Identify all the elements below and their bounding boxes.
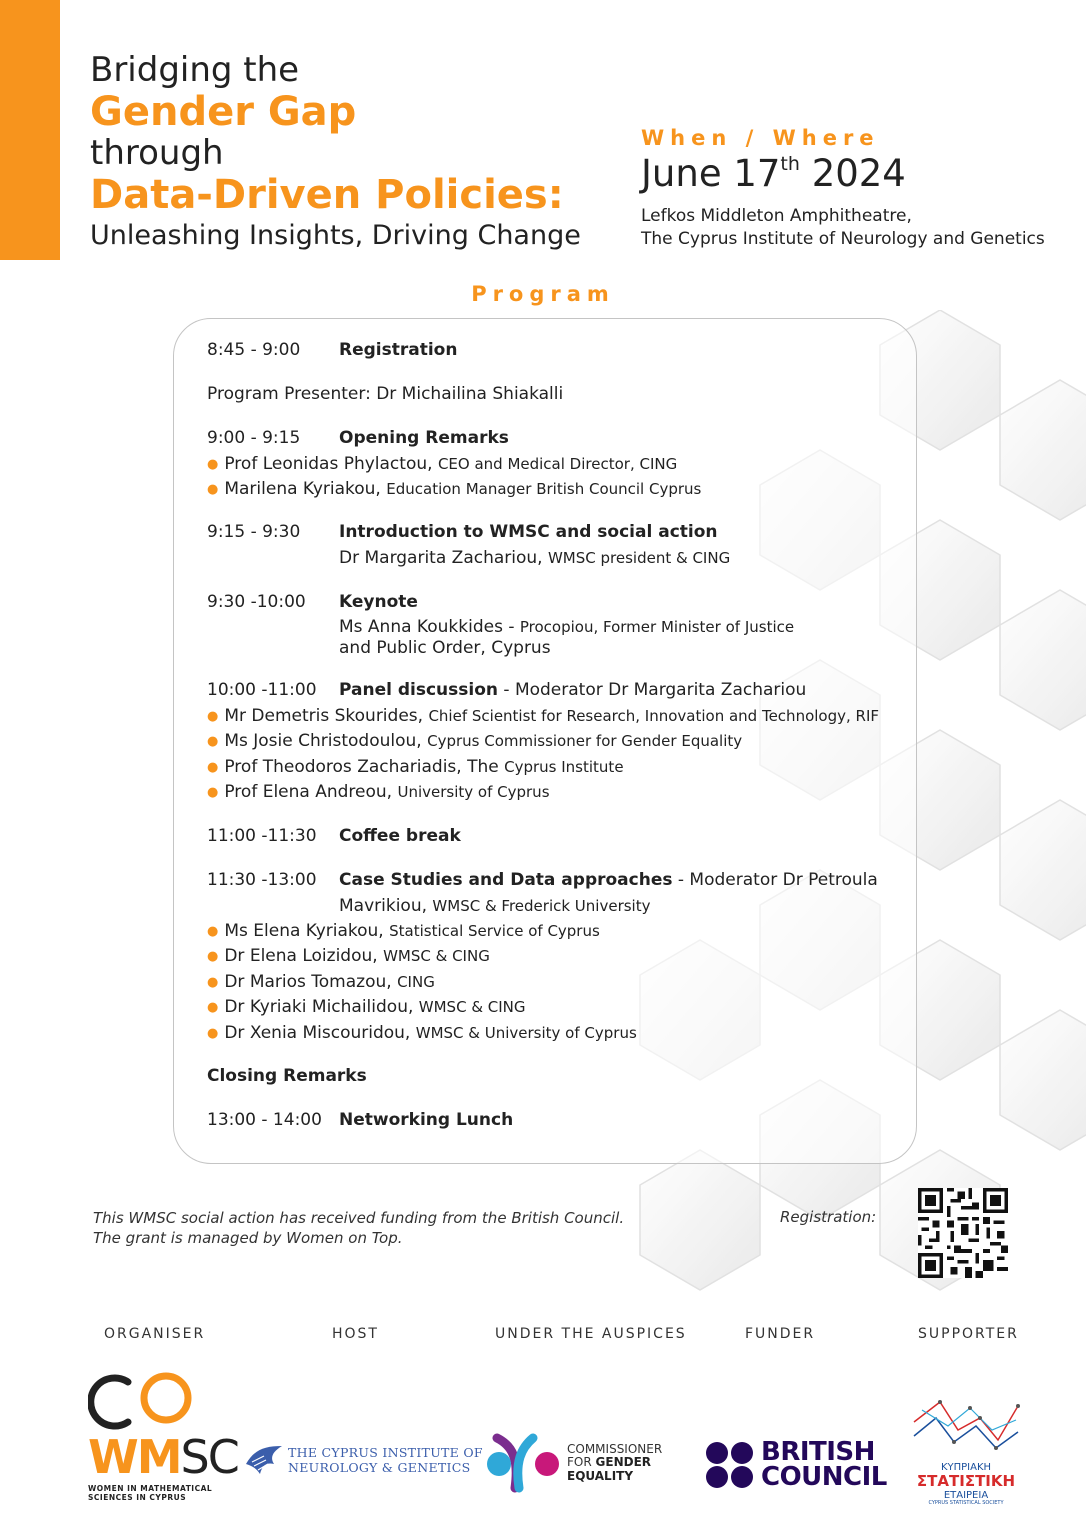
speaker-name: Marilena Kyriakou, (224, 479, 381, 499)
comm-equality: EQUALITY (567, 1468, 634, 1483)
bullet-icon: ● (207, 975, 219, 990)
comm-gender: GENDER (595, 1455, 652, 1470)
list-item (207, 921, 600, 941)
event-title (90, 50, 581, 252)
speaker-name: Dr Xenia Miscouridou, (224, 1023, 411, 1043)
stat-line-4: CYPRUS STATISTICAL SOCIETY (928, 1499, 1004, 1506)
speaker-role: WMSC & University of Cyprus (415, 1024, 637, 1042)
bc-line-1: BRITISH (761, 1437, 875, 1467)
comm-line-1: COMMISSIONER (567, 1442, 663, 1457)
wmsc-tagline-2: SCIENCES IN CYPRUS (88, 1493, 187, 1503)
item-time: 8:45 - 9:00 (207, 340, 301, 360)
item-time: 11:00 -11:30 (207, 826, 317, 846)
item-time: 9:30 -10:00 (207, 592, 306, 612)
speaker-name: Ms Josie Christodoulou, (224, 731, 422, 751)
title-line-3: through (90, 132, 224, 173)
comm-for: FOR (567, 1455, 592, 1470)
speaker-role: Statistical Service of Cyprus (389, 922, 600, 940)
venue-line-1: Lefkos Middleton Amphitheatre, (641, 205, 912, 226)
program-item-opening (207, 428, 509, 448)
venue-line-2: The Cyprus Institute of Neurology and Genetics (641, 228, 1045, 249)
speaker-name: Dr Margarita Zachariou, (339, 548, 543, 568)
wmsc-logo (88, 1370, 238, 1503)
speaker-name: Prof Leonidas Phylactou, (224, 454, 433, 474)
list-item (207, 757, 624, 777)
title-line-4-text: Data-Driven Policies (90, 171, 548, 218)
date-suffix: th (780, 153, 800, 175)
program-item-keynote (207, 592, 418, 612)
speaker-role: Cyprus Institute (504, 758, 624, 776)
list-item (207, 997, 526, 1017)
funding-note (93, 1208, 624, 1249)
cing-line-1: THE CYPRUS INSTITUTE OF (288, 1445, 483, 1460)
bullet-icon: ● (207, 760, 219, 775)
stat-line-1: ΚΥΠΡΙΑΚΗ (940, 1462, 992, 1473)
british-council-logo (705, 1437, 887, 1492)
item-title: Registration (339, 340, 458, 360)
gender-equality-symbol-icon (485, 1432, 561, 1494)
wmsc-wm: WM (88, 1430, 181, 1484)
program-presenter: Program Presenter: Dr Michailina Shiakalli (207, 384, 564, 404)
british-council-dots-icon (705, 1441, 755, 1489)
item-time: 13:00 - 14:00 (207, 1110, 322, 1130)
funding-line-2: The grant is managed by Women on Top. (93, 1229, 403, 1248)
speaker-role: CEO and Medical Director, CING (437, 455, 678, 473)
wmsc-sc: SC (180, 1430, 238, 1484)
program-item-panel (207, 680, 806, 700)
item-title: Panel discussion (339, 680, 498, 700)
speaker-role: WMSC & CING (383, 947, 490, 965)
wmsc-tagline-1: WOMEN IN MATHEMATICAL (88, 1484, 213, 1493)
bullet-icon: ● (207, 1026, 219, 1041)
partner-label-supporter: SUPPORTER (918, 1326, 1019, 1342)
title-line-1: Bridging the (90, 50, 300, 90)
speaker-name: Ms Elena Kyriakou, (224, 921, 384, 941)
bc-line-2: COUNCIL (761, 1461, 887, 1492)
list-item (207, 782, 550, 802)
subtitle: Unleashing Insights, Driving Change (90, 219, 581, 251)
comm-line-3 (567, 1470, 662, 1483)
program-item-coffee (207, 826, 461, 846)
item-time: 10:00 -11:00 (207, 680, 317, 700)
program-item-intro (207, 522, 718, 542)
list-item (207, 706, 879, 726)
item-time: 9:15 - 9:30 (207, 522, 301, 542)
speaker-name: Dr Kyriaki Michailidou, (224, 997, 414, 1017)
list-item (207, 731, 742, 751)
stat-line-3: ΕΤΑΙΡΕΙΑ (943, 1489, 989, 1501)
program-label: Program (471, 282, 615, 306)
funding-line-1: This WMSC social action has received funding from the British Council. (93, 1209, 625, 1227)
bullet-icon: ● (207, 1000, 219, 1015)
keynote-speaker (339, 617, 794, 637)
speaker-name: Ms Anna Koukkides - (339, 617, 515, 637)
speaker-name: Prof Theodoros Zachariadis, The (224, 757, 499, 777)
cing-logo (244, 1442, 483, 1478)
speaker-role: Procopiou, Former Minister of Justice (519, 618, 795, 636)
speaker-role: WMSC president & CING (547, 549, 731, 567)
keynote-speaker-role-2: and Public Order, Cyprus (339, 638, 551, 658)
registration-qr-code-icon[interactable] (918, 1188, 1008, 1278)
item-title: Introduction to WMSC and social action (339, 522, 718, 542)
partner-label-funder: FUNDER (745, 1326, 816, 1342)
bullet-icon: ● (207, 785, 219, 800)
program-item-case-studies (207, 870, 878, 890)
registration-label: Registration: (780, 1208, 877, 1226)
item-title: Opening Remarks (339, 428, 509, 448)
cing-wordmark (288, 1445, 483, 1475)
statistics-graph-icon (908, 1396, 1024, 1458)
when-where (641, 126, 1045, 251)
wmsc-rings-icon (88, 1370, 198, 1432)
statistical-society-logo (908, 1396, 1024, 1506)
list-item (207, 946, 490, 966)
list-item (207, 972, 435, 992)
bullet-icon: ● (207, 709, 219, 724)
cing-line-2: NEUROLOGY & GENETICS (288, 1460, 471, 1475)
bullet-icon: ● (207, 949, 219, 964)
bullet-icon: ● (207, 924, 219, 939)
date-day: June 17 (641, 152, 781, 195)
partner-label-auspices: UNDER THE AUSPICES (495, 1326, 687, 1342)
speaker-role: Chief Scientist for Research, Innovation and Technology, RIF (428, 707, 880, 725)
intro-speaker (339, 548, 730, 568)
item-title: Coffee break (339, 826, 461, 846)
bullet-icon: ● (207, 734, 219, 749)
speaker-name: Dr Marios Tomazou, (224, 972, 392, 992)
wmsc-wordmark (88, 1430, 238, 1484)
bullet-icon: ● (207, 482, 219, 497)
event-date (641, 154, 1045, 195)
list-item (207, 479, 701, 499)
speaker-name: Prof Elena Andreou, (224, 782, 393, 802)
cing-bird-icon (244, 1442, 284, 1478)
program-item-lunch (207, 1110, 513, 1130)
item-moderator: - Moderator Dr Petroula (677, 870, 878, 890)
bullet-icon: ● (207, 457, 219, 472)
speaker-role: University of Cyprus (397, 783, 550, 801)
program-item-registration (207, 340, 457, 360)
item-title: Case Studies and Data approaches (339, 870, 673, 890)
partner-label-organiser: ORGANISER (104, 1326, 206, 1342)
venue (641, 205, 1045, 251)
speaker-role: Cyprus Commissioner for Gender Equality (427, 732, 743, 750)
speaker-name: Mavrikiou, (339, 896, 428, 916)
item-time: 9:00 - 9:15 (207, 428, 301, 448)
title-line-4 (90, 171, 581, 218)
list-item (207, 454, 677, 474)
speaker-role: WMSC & Frederick University (432, 897, 651, 915)
title-line-2: Gender Gap (90, 88, 357, 135)
speaker-role: CING (397, 973, 435, 991)
when-where-label: When / Where (641, 126, 880, 150)
stat-line-2: ΣΤΑΤΙΣΤΙΚΗ (916, 1472, 1016, 1490)
case-moderator-cont (339, 896, 650, 916)
speaker-name: Mr Demetris Skourides, (224, 706, 424, 726)
speaker-role: WMSC & CING (418, 998, 526, 1016)
item-title: Networking Lunch (339, 1110, 514, 1130)
date-year: 2024 (811, 152, 906, 195)
speaker-role: Education Manager British Council Cyprus (386, 480, 702, 498)
title-colon: : (547, 171, 564, 218)
commissioner-wordmark (567, 1443, 662, 1483)
commissioner-logo (485, 1432, 662, 1494)
program-item-closing: Closing Remarks (207, 1066, 367, 1086)
item-time: 11:30 -13:00 (207, 870, 317, 890)
item-moderator: - Moderator Dr Margarita Zachariou (503, 680, 807, 700)
list-item (207, 1023, 637, 1043)
item-title: Keynote (339, 592, 418, 612)
british-council-wordmark (761, 1437, 887, 1492)
speaker-name: Dr Elena Loizidou, (224, 946, 378, 966)
partner-label-host: HOST (332, 1326, 379, 1342)
accent-bar (0, 0, 60, 260)
